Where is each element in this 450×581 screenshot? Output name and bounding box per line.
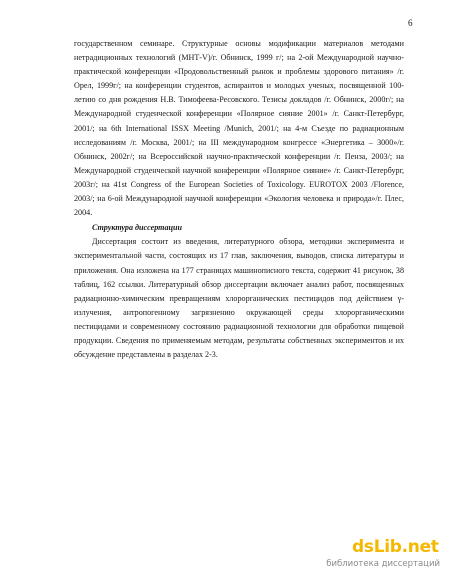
dslib-logo[interactable]: dsLib.net (352, 537, 439, 557)
page-number: 6 (408, 18, 413, 28)
conference-list-paragraph: государственном семинаре. Структурные основы модификации материалов методами нетрадиционных технологий (МНТ-V)/г. Обнинск, 1999 г/; на 2-ой Международной научно-практической конференции «Продовольственный рынок и проблемы здорового питания» /г. Орел, 1999г/; на конференции студентов, аспирантов и молодых ученых, посвященной 100-летию со дня рождения Н.В. Тимофеева-Ресовского. Тезисы докладов /г. Обнинск, 2000г/; на Международной студенческой конференции «Полярное сияние 2001» /г. Санкт-Петербург, 2001/; на 6th International ISSX Meeting /Munich, 2001/; на 4-м Съезде по радиационным исследованиям /г. Москва, 2001/; на III международном конгрессе «Энергетика – 3000»/г. Обнинск, 2002г/; на Всероссийской научно-практической конференции /г. Пенза, 2003/; на Международной студенческой научной конференции «Полярное сияние» /г. Санкт-Петербург, 2003г/; на 41st Congress of the European Societies of Toxicology. EUROTOX 2003 /Florence, 2003/; на 6-ой Международной научной конференции «Экология человека и природа»/г. Плес, 2004. (74, 39, 404, 218)
site-watermark[interactable] (316, 537, 444, 573)
structure-paragraph: Диссертация состоит из введения, литературного обзора, методики эксперимента и экспериментальной части, состоящих из 17 глав, заключения, выводов, списка литературы и приложения. Она изложена на 177 страницах машинописного текста, содержит 41 рисунок, 38 таблиц, 162 ссылки. Литературный обзор диссертации включает анализ работ, посвященных радиационно-химическим превращениям хлорорганических пестицидов под действием γ-излучения, антропогенному загрязнению окружающей среды хлорорганическими пестицидами и современному состоянию радиационной технологии для обработки пищевой продукции. Сведения по применяемым методам, результаты собственных экспериментов и их обсуждение представлены в разделах 2-3. (74, 237, 404, 360)
document-body (74, 37, 404, 362)
section-heading: Структура диссертации (92, 223, 183, 233)
logo-tagline: библиотека диссертаций (326, 559, 440, 569)
